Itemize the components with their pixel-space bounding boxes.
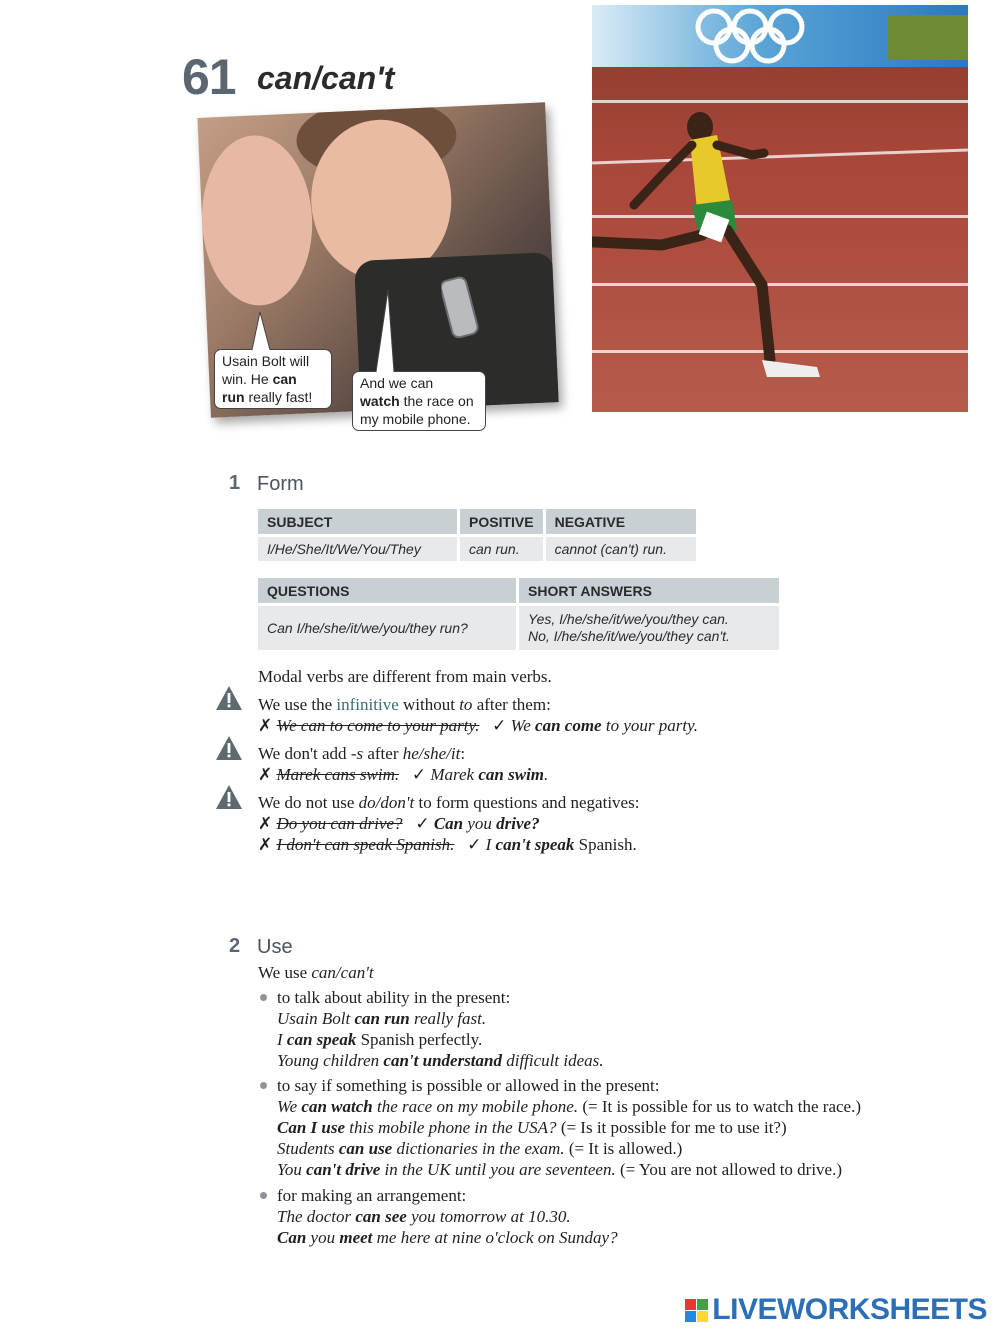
liveworksheets-logo-text: LIVEWORKSHEETS [712, 1293, 987, 1326]
speech-bubble-right: And we can watch the race on my mobile phone. [352, 371, 486, 431]
section-1-title: Form [257, 473, 304, 495]
rule-no-do: We do not use do/don't to form questions and negatives: [258, 793, 640, 812]
rule-no-do-example-2: ✗ I don't can speak Spanish. ✓ I can't speak Spanish. [258, 835, 637, 854]
use-possible-allowed: to say if something is possible or allowed in the present: We can watch the race on my mobile phone. (= It is possible for us to watch the race.) Can I use this mobile phone in the USA? (= Is it possible for me to use it?) Students can use dictionaries in the exam. (= It is allowed.) You can't drive in the UK until you are seventeen. (= You are not allowed to drive.) [277, 1076, 862, 1179]
table-header-short-answers: SHORT ANSWERS [519, 578, 779, 603]
use-arrangement: for making an arrangement: The doctor can see you tomorrow at 10.30. Can you meet me here at nine o'clock on Sunday? [277, 1186, 618, 1247]
modal-verbs-intro: Modal verbs are different from main verbs. [258, 667, 552, 686]
cross-icon: ✗ [258, 814, 273, 833]
warning-icon [215, 735, 243, 761]
table-header-questions: QUESTIONS [258, 578, 516, 603]
speech-bubble-right-tail [372, 290, 402, 374]
tick-icon: ✓ [492, 716, 507, 735]
bullet-icon [260, 1192, 267, 1199]
rule-no-do-example-1: ✗ Do you can drive? ✓ Can you drive? [258, 814, 540, 833]
section-2-title: Use [257, 936, 293, 958]
warning-icon [215, 784, 243, 810]
tick-icon: ✓ [415, 814, 430, 833]
table-cell-positive: can run. [460, 537, 543, 561]
section-1-number: 1 [229, 472, 241, 494]
form-table-questions [255, 575, 782, 653]
table-cell-short-answers: Yes, I/he/she/it/we/you/they can. No, I/he/she/it/we/you/they can't. [519, 606, 779, 650]
form-table-positive-negative [255, 506, 699, 564]
liveworksheets-logo[interactable] [685, 1293, 987, 1327]
unit-number: 61 [182, 49, 236, 105]
liveworksheets-logo-icon [685, 1299, 708, 1322]
rule-no-s: We don't add -s after he/she/it: [258, 744, 466, 763]
speech-bubble-left-tail [250, 312, 280, 352]
rule-infinitive-example: ✗ We can to come to your party. ✓ We can come to your party. [258, 716, 698, 735]
cross-icon: ✗ [258, 765, 273, 784]
unit-title: can/can't [257, 60, 395, 96]
table-header-positive: POSITIVE [460, 509, 543, 534]
tick-icon: ✓ [467, 835, 482, 854]
table-cell-question: Can I/he/she/it/we/you/they run? [258, 606, 516, 650]
rule-no-s-example: ✗ Marek cans swim. ✓ Marek can swim. [258, 765, 549, 784]
cross-icon: ✗ [258, 835, 273, 854]
use-ability: to talk about ability in the present: Usain Bolt can run really fast. I can speak Spanish perfectly. Young children can't understand difficult ideas. [277, 988, 604, 1070]
mobile-phone-icon [441, 275, 484, 347]
use-intro: We use can/can't [258, 963, 374, 982]
runner-photo [592, 5, 968, 412]
table-cell-negative: cannot (can't) run. [546, 537, 696, 561]
tick-icon: ✓ [411, 765, 427, 784]
table-header-subject: SUBJECT [258, 509, 457, 534]
warning-icon [215, 685, 243, 711]
bullet-icon [260, 1082, 267, 1089]
speech-bubble-left: Usain Bolt will win. He can run really fast! [214, 349, 332, 409]
table-header-negative: NEGATIVE [546, 509, 696, 534]
rule-infinitive: We use the infinitive without to after them: [258, 695, 551, 714]
table-cell-subject: I/He/She/It/We/You/They [258, 537, 457, 561]
cross-icon: ✗ [258, 716, 273, 735]
bullet-icon [260, 994, 267, 1001]
section-2-number: 2 [229, 935, 241, 957]
runner-figure [592, 5, 968, 412]
